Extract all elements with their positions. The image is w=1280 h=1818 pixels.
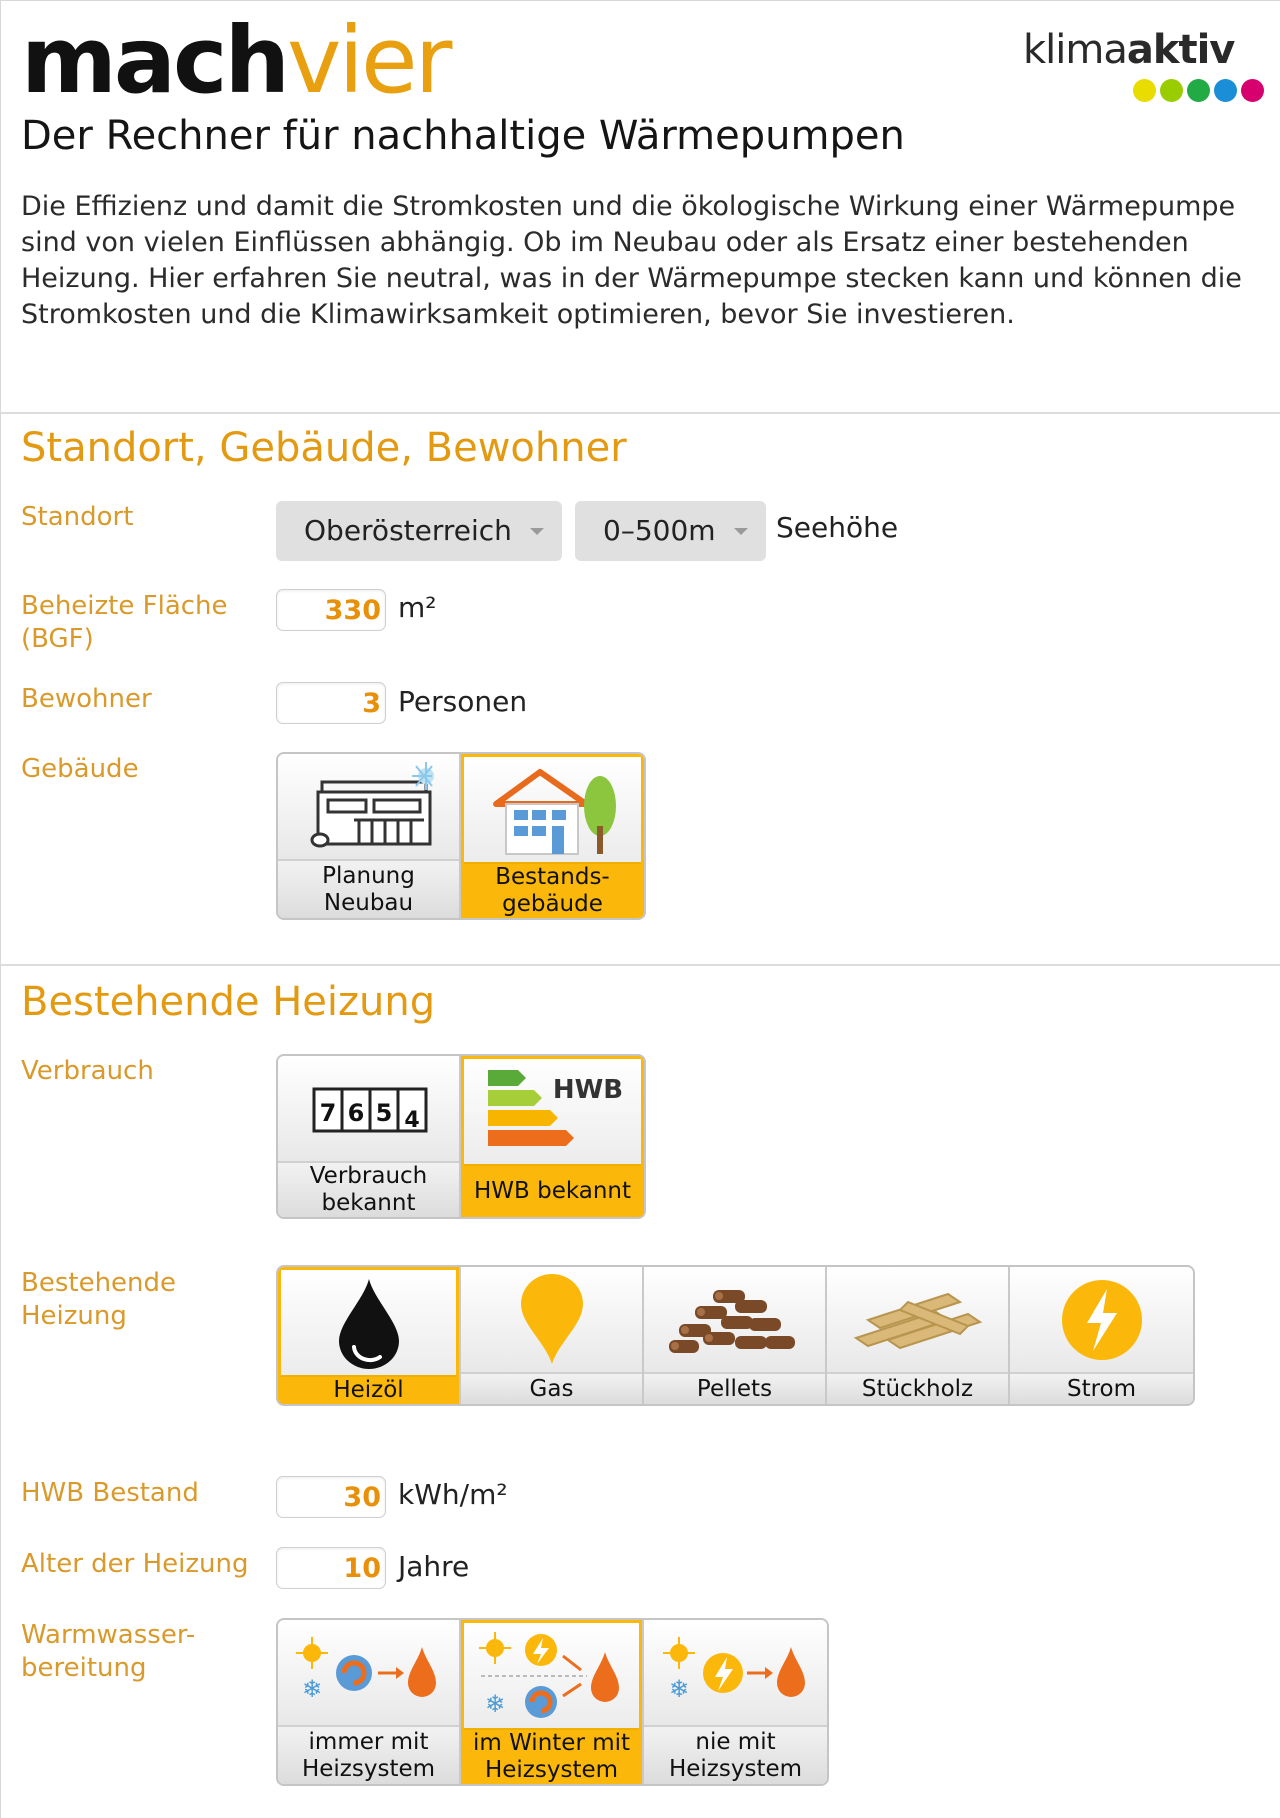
- section-title-heizung: Bestehende Heizung: [21, 979, 436, 1025]
- option-label: im Winter mit Heizsystem: [461, 1730, 642, 1784]
- region-select-value: Oberösterreich: [304, 514, 512, 547]
- heating-age-unit: Jahre: [398, 1550, 470, 1583]
- option-label: Stückholz: [827, 1374, 1008, 1404]
- label-verbrauch: Verbrauch: [21, 1056, 154, 1086]
- heating-to-water-icon: [278, 1620, 459, 1727]
- gas-flame-icon: [461, 1267, 642, 1374]
- page-subtitle: Der Rechner für nachhaltige Wärmepumpen: [21, 113, 905, 159]
- lightning-icon: [1010, 1267, 1193, 1374]
- klimaaktiv-dot: [1160, 79, 1183, 102]
- consumption-options: [276, 1054, 646, 1219]
- option-bestandsgebaeude[interactable]: [461, 754, 644, 918]
- svg-text:5: 5: [375, 1098, 392, 1127]
- electric-water-icon: [644, 1620, 827, 1727]
- option-label: Planung Neubau: [278, 861, 459, 918]
- existing-house-icon: [464, 757, 641, 864]
- intro-text: Die Effizienz und damit die Stromkosten und die ökologische Wirkung einer Wärmepumpe sind von vielen Einflüssen abhängig. Ob im Neubau oder als Ersatz einer bestehenden Heizung. Hier erfahren Sie neutral, was in der Wärmepumpe stecken kann und können die Stromkosten und die Klimawirksamkeit optimieren, bevor Sie investieren.: [21, 191, 1242, 330]
- svg-text:7: 7: [319, 1098, 336, 1127]
- firewood-icon: [827, 1267, 1008, 1374]
- new-building-icon: [278, 754, 459, 861]
- option-hwb-bekannt[interactable]: [461, 1056, 644, 1217]
- option-label: immer mit Heizsystem: [278, 1727, 459, 1784]
- label-bestehende-heizung: Bestehende Heizung: [21, 1268, 177, 1331]
- svg-text:6: 6: [347, 1098, 364, 1127]
- option-im-winter-mit-heizsystem[interactable]: [461, 1620, 644, 1784]
- section-divider: [1, 964, 1280, 966]
- heating-type-options: [276, 1265, 1195, 1406]
- klimaaktiv-dot: [1187, 79, 1210, 102]
- heating-age-input[interactable]: [276, 1547, 386, 1589]
- svg-text:HWB: HWB: [552, 1074, 623, 1105]
- meter-counter-icon: [278, 1056, 459, 1163]
- klimaaktiv-dot: [1214, 79, 1237, 102]
- building-type-options: [276, 752, 646, 920]
- klimaaktiv-logo: klimaaktiv: [1023, 27, 1263, 107]
- option-label: Pellets: [644, 1374, 825, 1404]
- option-label: HWB bekannt: [461, 1166, 644, 1217]
- svg-text:❄: ❄: [301, 1674, 322, 1703]
- altitude-select-value: 0–500m: [603, 514, 716, 547]
- option-stueckholz[interactable]: [827, 1267, 1010, 1404]
- label-standort: Standort: [21, 502, 134, 532]
- hwb-input[interactable]: [276, 1476, 386, 1518]
- svg-text:4: 4: [403, 1107, 420, 1133]
- option-label: Bestands-gebäude: [461, 864, 644, 918]
- svg-text:❄: ❄: [484, 1689, 505, 1718]
- klimaaktiv-dot: [1133, 79, 1156, 102]
- energy-label-icon: [464, 1059, 641, 1166]
- region-select[interactable]: [276, 501, 562, 561]
- residents-unit: Personen: [398, 685, 528, 718]
- option-planung-neubau[interactable]: [278, 754, 461, 918]
- option-strom[interactable]: [1010, 1267, 1193, 1404]
- altitude-select[interactable]: [575, 501, 766, 561]
- option-label: Verbrauch bekannt: [278, 1163, 459, 1217]
- label-alter-heizung: Alter der Heizung: [21, 1549, 249, 1579]
- option-label: Gas: [461, 1374, 642, 1404]
- klimaaktiv-dots: [1133, 79, 1264, 102]
- option-verbrauch-bekannt[interactable]: [278, 1056, 461, 1217]
- option-pellets[interactable]: [644, 1267, 827, 1404]
- label-beheizte-flaeche: Beheizte Fläche (BGF): [21, 591, 228, 654]
- option-gas[interactable]: [461, 1267, 644, 1404]
- option-immer-mit-heizsystem[interactable]: [278, 1620, 461, 1784]
- hwb-unit: kWh/m²: [398, 1478, 508, 1511]
- hot-water-options: [276, 1618, 829, 1786]
- label-hwb-bestand: HWB Bestand: [21, 1478, 199, 1508]
- option-label: Strom: [1010, 1374, 1193, 1404]
- label-gebaeude: Gebäude: [21, 754, 139, 784]
- option-label: Heizöl: [278, 1377, 459, 1404]
- altitude-unit: Seehöhe: [776, 511, 899, 544]
- residents-input[interactable]: [276, 682, 386, 724]
- label-bewohner: Bewohner: [21, 684, 152, 714]
- chevron-down-icon: [734, 528, 748, 535]
- label-warmwasser: Warmwasser-bereitung: [21, 1620, 196, 1683]
- section-title-standort: Standort, Gebäude, Bewohner: [21, 425, 627, 471]
- pellets-icon: [644, 1267, 825, 1374]
- svg-text:❄: ❄: [668, 1674, 689, 1703]
- area-unit: m²: [398, 591, 437, 624]
- option-heizoel[interactable]: [278, 1267, 461, 1404]
- klimaaktiv-dot: [1241, 79, 1264, 102]
- winter-heating-water-icon: [464, 1623, 639, 1730]
- chevron-down-icon: [530, 528, 544, 535]
- machvier-logo: machvier: [21, 7, 450, 114]
- option-nie-mit-heizsystem[interactable]: [644, 1620, 827, 1784]
- area-input[interactable]: [276, 589, 386, 631]
- section-divider: [1, 412, 1280, 414]
- option-label: nie mit Heizsystem: [644, 1727, 827, 1784]
- oil-drop-icon: [281, 1270, 456, 1377]
